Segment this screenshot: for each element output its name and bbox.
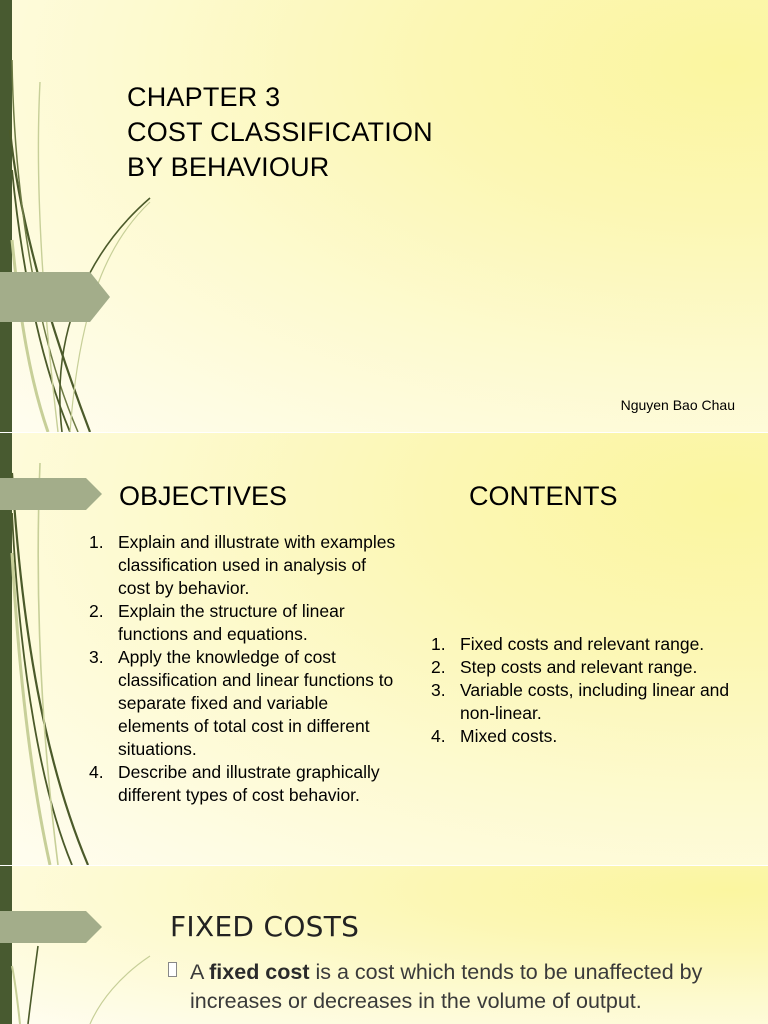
arrow-tab-decoration: [0, 911, 104, 943]
author-name: Nguyen Bao Chau: [620, 397, 735, 413]
arrow-tab-decoration: [0, 478, 104, 510]
objectives-contents-slide: [0, 433, 768, 865]
list-item: 3. Apply the knowledge of cost classification and linear functions to separate fixed and variable elements of total cost in different situations.: [89, 647, 394, 759]
list-item: 3. Variable costs, including linear and non-linear.: [431, 680, 730, 723]
list-item: 4. Describe and illustrate graphically different types of cost behavior.: [89, 762, 380, 805]
fixed-costs-slide: [0, 866, 768, 1024]
swoosh-decoration: [0, 0, 200, 432]
title-line-3: BY BEHAVIOUR: [127, 152, 330, 182]
title-line-2: COST CLASSIFICATION: [127, 117, 433, 147]
bullet-icon: [168, 962, 177, 977]
list-item: 2. Step costs and relevant range.: [431, 657, 698, 677]
list-item: 4. Mixed costs.: [431, 726, 558, 746]
definition-bullet: [168, 958, 748, 1016]
slide-title: [127, 80, 433, 185]
arrow-tab-decoration: [0, 272, 112, 322]
list-item: 1. Fixed costs and relevant range.: [431, 634, 705, 654]
title-slide: [0, 0, 768, 432]
fixed-costs-heading: FIXED COSTS: [170, 910, 360, 943]
list-item: 2. Explain the structure of linear functions and equations.: [89, 601, 345, 644]
bold-term: fixed cost: [209, 960, 310, 984]
objectives-heading: OBJECTIVES: [119, 481, 288, 511]
bullet-text: A fixed cost is a cost which tends to be unaffected by increases or decreases in the volume of output.: [190, 960, 703, 1013]
title-line-1: CHAPTER 3: [127, 82, 281, 112]
contents-list: [431, 633, 731, 748]
objectives-list: [89, 531, 399, 807]
list-item: 1. Explain and illustrate with examples classification used in analysis of cost by behavior.: [89, 532, 396, 598]
contents-heading: CONTENTS: [469, 481, 618, 511]
